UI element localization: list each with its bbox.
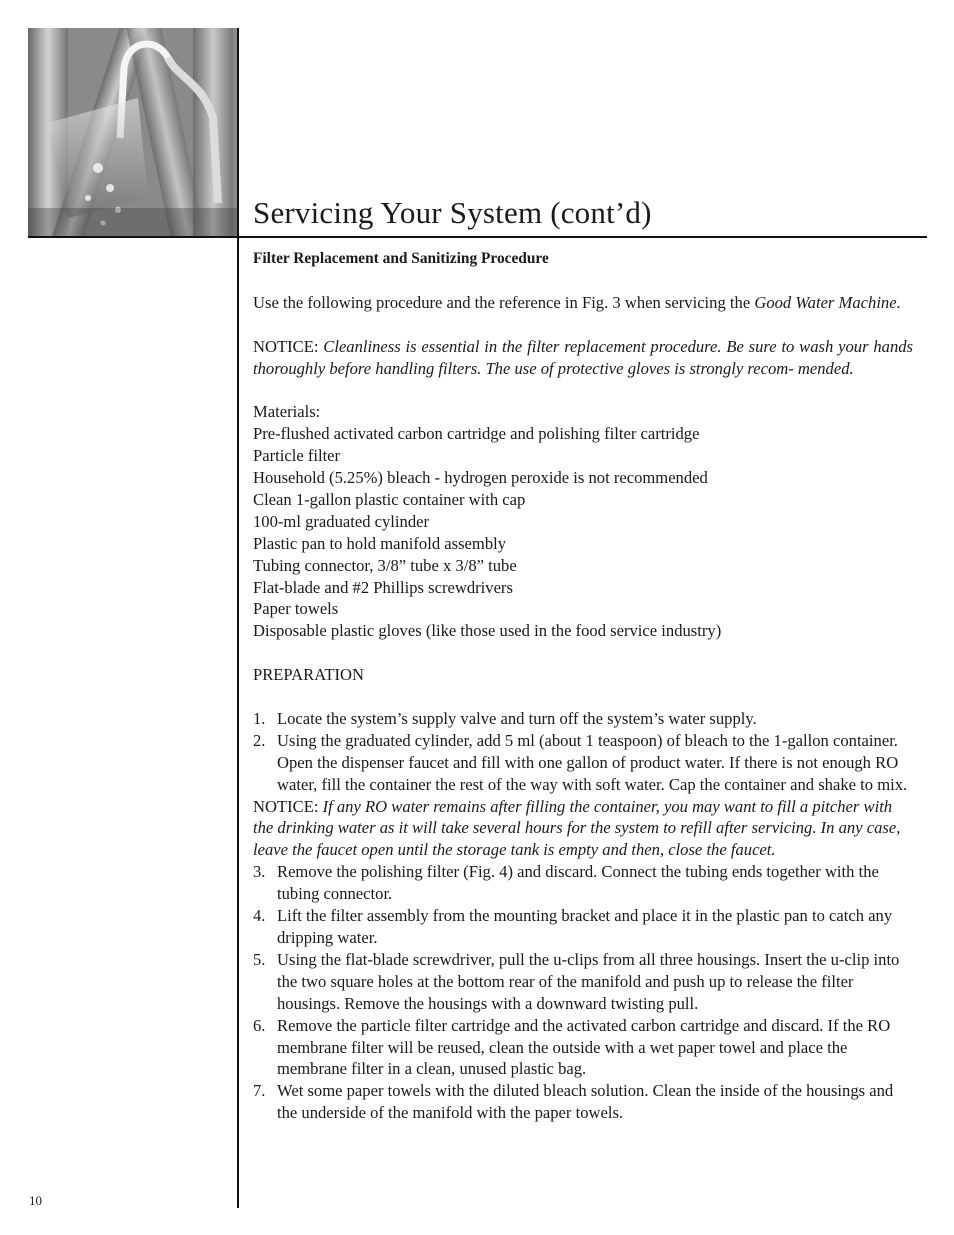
- list-item: Clean 1-gallon plastic container with cap: [253, 489, 526, 509]
- step-number: 5.: [253, 949, 266, 969]
- step-item: [253, 730, 913, 796]
- step-item: [253, 949, 913, 1015]
- step-text: Using the flat-blade screwdriver, pull the u-clips from all three housings. Insert the u-clip into the two square holes at the bottom rear of the manifold and push up to release the filter housings. Remove the housings with a downward twisting pull.: [277, 949, 900, 1013]
- faucet-illustration: [28, 28, 238, 237]
- notice-text: Cleanliness is essential in the filter replacement procedure. Be sure to wash your hands thoroughly before handling filters. The use of protective gloves is strongly recom- mended.: [253, 336, 913, 378]
- step-number: 2.: [253, 730, 266, 750]
- step-text: Wet some paper towels with the diluted bleach solution. Clean the inside of the housings and the underside of the manifold with the paper towels.: [277, 1081, 894, 1123]
- steps-list-continued: [253, 861, 913, 1124]
- step-number: 4.: [253, 906, 266, 926]
- main-content: [253, 248, 913, 1124]
- step-text: Remove the particle filter cartridge and the activated carbon cartridge and discard. If the RO membrane filter will be reused, clean the outside with a wet paper towel and place the membrane filter in a clean, unused plastic bag.: [277, 1015, 891, 1079]
- intro-text: Use the following procedure and the reference in Fig. 3 when servicing the: [253, 292, 755, 312]
- step-item: [253, 1080, 913, 1124]
- section-heading: Filter Replacement and Sanitizing Procedure: [253, 250, 549, 267]
- step-text: Using the graduated cylinder, add 5 ml (about 1 teaspoon) of bleach to the 1-gallon container. Open the dispenser faucet and fill with one gallon of product water. If there is not enough RO water, fill the container the rest of the way with soft water. Cap the container and shake to mix.: [277, 730, 908, 794]
- list-item: Particle filter: [253, 446, 341, 466]
- list-item: Flat-blade and #2 Phillips screwdrivers: [253, 577, 513, 597]
- header-divider-left: [28, 236, 238, 238]
- materials-label: Materials:: [253, 402, 321, 422]
- notice-ro-water: [253, 796, 913, 862]
- step-number: 6.: [253, 1015, 266, 1035]
- steps-list: [253, 708, 913, 796]
- step-number: 7.: [253, 1081, 266, 1101]
- list-item: Paper towels: [253, 599, 339, 619]
- page-number: 10: [29, 1193, 42, 1208]
- step-number: 1.: [253, 708, 266, 728]
- header-divider-right: [237, 236, 927, 238]
- materials-list: [253, 423, 913, 642]
- list-item: Tubing connector, 3/8” tube x 3/8” tube: [253, 555, 517, 575]
- step-number: 3.: [253, 862, 266, 882]
- preparation-label: PREPARATION: [253, 665, 364, 685]
- list-item: Household (5.25%) bleach - hydrogen peroxide is not recommended: [253, 468, 708, 488]
- notice-label: NOTICE:: [253, 336, 324, 356]
- step-text: Locate the system’s supply valve and turn off the system’s water supply.: [277, 708, 757, 728]
- step-item: [253, 861, 913, 905]
- step-text: Remove the polishing filter (Fig. 4) and discard. Connect the tubing ends together with the tubing connector.: [277, 862, 879, 904]
- step-text: Lift the filter assembly from the mounting bracket and place it in the plastic pan to catch any dripping water.: [277, 906, 893, 948]
- list-item: Disposable plastic gloves (like those used in the food service industry): [253, 621, 722, 641]
- list-item: Plastic pan to hold manifold assembly: [253, 533, 507, 553]
- list-item: Pre-flushed activated carbon cartridge and polishing filter cartridge: [253, 424, 700, 444]
- intro-paragraph: [253, 292, 913, 314]
- notice-text: If any RO water remains after filling the container, you may want to fill a pitcher with the drinking water as it will take several hours for the system to refill after servicing. In any case, leave the faucet open until the storage tank is empty and then, close the faucet.: [253, 796, 901, 860]
- page-title: Servicing Your System (cont’d): [253, 195, 652, 230]
- notice-cleanliness: [253, 336, 913, 380]
- step-item: [253, 708, 913, 730]
- faucet-photo: [28, 28, 238, 237]
- vertical-divider: [237, 28, 239, 1208]
- list-item: 100-ml graduated cylinder: [253, 511, 430, 531]
- product-name: Good Water Machine.: [754, 292, 901, 312]
- notice-label: NOTICE:: [253, 796, 323, 816]
- step-item: [253, 1015, 913, 1081]
- step-item: [253, 905, 913, 949]
